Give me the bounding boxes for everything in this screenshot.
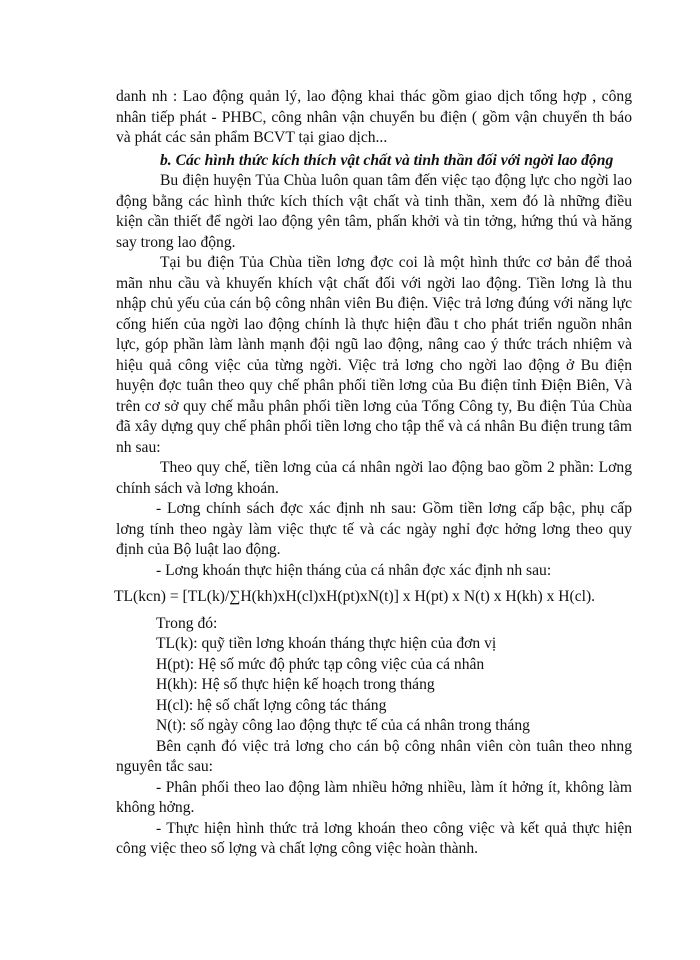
- paragraph-principles: Bên cạnh đó việc trả lơng cho cán bộ công nhân viên còn tuân theo nhng nguyên tắc sau:: [116, 737, 632, 775]
- paragraph-salary-parts: Theo quy chế, tiền lơng của cá nhân ngời lao động bao gồm 2 phần: Lơng chính sách và lơng khoán.: [116, 459, 632, 497]
- paragraph-contract-salary: - Lơng khoán thực hiện tháng của cá nhân đợc xác định nh sau:: [156, 561, 552, 579]
- paragraph-principle-2: - Thực hiện hình thức trả lơng khoán theo công việc và kết quả thực hiện công việc theo số lợng và chất lợng công việc hoàn thành.: [116, 819, 632, 857]
- paragraph-policy-salary: - Lơng chính sách đợc xác định nh sau: Gồm tiền lơng cấp bậc, phụ cấp lơng tính theo ngày làm việc thực tế và các ngày nghỉ đợc hởng lơng theo quy định của Bộ luật lao động.: [116, 500, 632, 558]
- definition-item: H(kh): Hệ số thực hiện kế hoạch trong tháng: [156, 676, 435, 693]
- definition-item: H(cl): hệ số chất lợng công tác tháng: [156, 696, 387, 714]
- salary-formula: TL(kcn) = [TL(k)/∑H(kh)xH(cl)xH(pt)xN(t)] x H(pt) x N(t) x H(kh) x H(cl).: [114, 588, 596, 605]
- definition-item: N(t): số ngày công lao động thực tế của cá nhân trong tháng: [156, 717, 530, 734]
- paragraph-principle-1: - Phân phối theo lao động làm nhiều hởng nhiều, làm ít hởng ít, không làm không hởng.: [116, 778, 632, 816]
- section-heading-b: b. Các hình thức kích thích vật chất và tinh thần đối với ngời lao động: [160, 151, 614, 169]
- document-body: [116, 87, 632, 860]
- paragraph-motivation: Bu điện huyện Tủa Chùa luôn quan tâm đến việc tạo động lực cho ngời lao động bằng các hình thức kích thích vật chất và tinh thần, xem đó là những điều kiện cần thiết để ngời lao động yên tâm, phấn khởi và tin tởng, hứng thú và hăng say trong lao động.: [116, 172, 632, 251]
- paragraph-salary-policy: Tại bu điện Tủa Chùa tiền lơng đợc coi là một hình thức cơ bản để thoả mãn nhu cầu và khuyến khích vật chất đối với ngời lao động. Tiền lơng là thu nhập chủ yếu của cán bộ công nhân viên Bu điện. Việc trả lơng đúng với năng lực cống hiến của ngời lao động chính là thực hiện đầu t cho phát triển nguồn nhân lực, góp phần làm lành mạnh đội ngũ lao động, nâng cao ý thức trách nhiệm và hiệu quả công việc của từng ngời. Việc trả lơng cho ngời lao động ở Bu điện huyện đợc tuân theo quy chế phân phối tiền lơng của Bu điện tỉnh Điện Biên, Và trên cơ sở quy chế mẫu phân phối tiền lơng của Tổng Công ty, Bu điện Tủa Chùa đã xây dựng quy chế phân phối tiền lơng cho tập thể và cá nhân Bu điện trung tâm nh sau:: [116, 254, 632, 456]
- paragraph-staff-categories: danh nh : Lao động quản lý, lao động khai thác gồm giao dịch tổng hợp , công nhân tiếp phát - PHBC, công nhân vận chuyển bu điện ( gồm vận chuyển th báo và phát các sản phẩm BCVT tại giao dịch...: [116, 88, 632, 146]
- definitions-intro: Trong đó:: [156, 614, 218, 632]
- definition-item: H(pt): Hệ số mức độ phức tạp công việc của cá nhân: [156, 655, 485, 673]
- definition-item: TL(k): quỹ tiền lơng khoán tháng thực hiện của đơn vị: [156, 635, 497, 652]
- formula-definitions: [116, 614, 632, 737]
